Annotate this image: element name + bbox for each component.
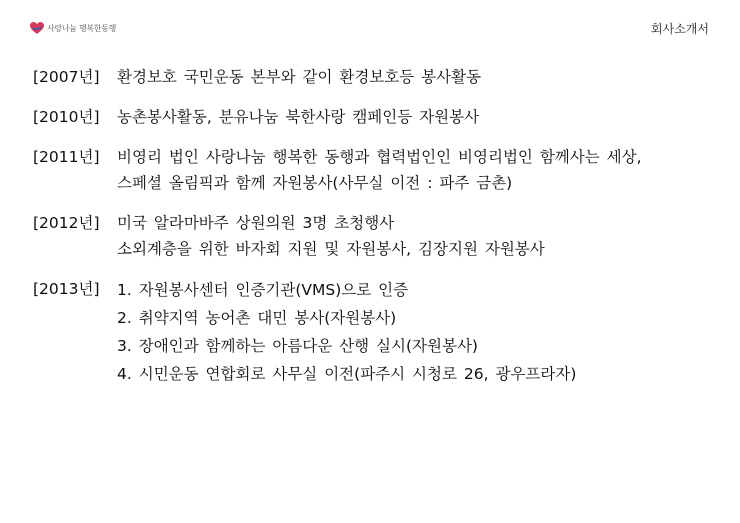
history-line: 미국 알라마바주 상원의원 3명 초청행사 — [117, 214, 395, 232]
company-history — [33, 64, 733, 402]
history-line: 농촌봉사활동, 분유나눔 북한사랑 캠페인등 자원봉사 — [117, 108, 480, 126]
history-entry-2010 — [33, 104, 733, 130]
history-line: 3. 장애인과 함께하는 아름다운 산행 실시(자원봉사) — [117, 337, 478, 355]
history-year: [2012년] — [33, 214, 100, 232]
document-type-label: 회사소개서 — [651, 22, 709, 36]
history-line: 스페셜 올림픽과 함께 자원봉사(사무실 이전 : 파주 금촌) — [117, 174, 513, 192]
history-year: [2011년] — [33, 148, 100, 166]
history-year: [2013년] — [33, 280, 100, 298]
history-entry-2011 — [33, 144, 733, 196]
history-year: [2010년] — [33, 108, 100, 126]
history-line: 4. 시민운동 연합회로 사무실 이전(파주시 시청로 26, 광우프라자) — [117, 365, 577, 383]
heart-logo-icon — [30, 22, 44, 35]
history-entry-2007 — [33, 64, 733, 90]
history-line: 1. 자원봉사센터 인증기관(VMS)으로 인증 — [117, 281, 409, 299]
history-line: 소외계층을 위한 바자회 지원 및 자원봉사, 김장지원 자원봉사 — [117, 240, 545, 258]
history-line: 2. 취약지역 농어촌 대민 봉사(자원봉사) — [117, 309, 397, 327]
logo-text: 사랑나눔 행복한동행 — [47, 24, 117, 33]
history-entry-2012 — [33, 210, 733, 262]
history-entry-2013 — [33, 276, 733, 388]
history-line: 비영리 법인 사랑나눔 행복한 동행과 협력법인인 비영리법인 함께사는 세상, — [117, 148, 642, 166]
company-logo — [30, 22, 116, 35]
history-year: [2007년] — [33, 68, 100, 86]
history-line: 환경보호 국민운동 본부와 같이 환경보호등 봉사활동 — [117, 68, 482, 86]
